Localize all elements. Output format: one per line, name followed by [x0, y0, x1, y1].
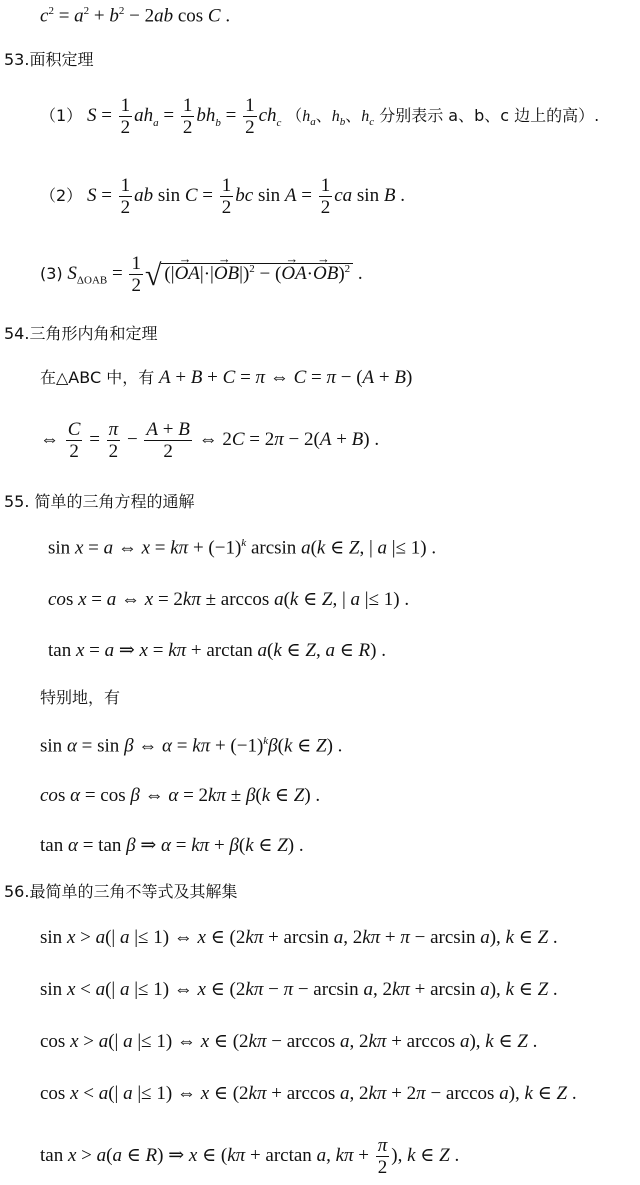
section-55-title: 55. 简单的三角方程的通解 — [4, 492, 195, 511]
formula-angle-sum: 在△ABC 中，有 A + B + C = π ⇔ C = π − (A + B) — [40, 367, 413, 388]
formula-angle-half: ⇔ $\frac{C}{2}$ = $\frac{\pi}{2}$ − $\frac{A + B}{2}$ ⇔ 2C = 2π − 2(A + B) . — [40, 419, 380, 462]
formula-cos-equation: cos x = a ⇔ x = 2kπ ± arccos a(k ∈ Z, | a |≤ 1) . — [48, 589, 410, 610]
formula-area-1-label: （1） — [40, 105, 83, 125]
formula-sin-equation: sin x = a ⇔ $x = k\pi + (-1)^k$ arcsin a(k ∈ Z, | a |≤ 1) . — [48, 537, 437, 559]
formula-cos-greater: cos x > a(| a |≤ 1) ⇔ x ∈ (2kπ − arccos a, 2kπ + arccos a), k ∈ Z . — [40, 1031, 538, 1052]
formula-area-1: （1） S = $\frac{1}{2}$ $ah_a$ = $\frac{1}{2}$ $bh_b$ = $\frac{1}{2}$ $ch_c$ （$h_a$、$h_b$、$h_c$ 分别表示 a、b、c 边上的高）. — [40, 95, 600, 138]
formula-sin-equal: sin α = sin β ⇔ $\alpha = k\pi + (-1)^k\beta(k$ ∈ Z) . — [40, 735, 343, 757]
formula-area-3: (3) $S_{\Delta OAB}$ = $\frac{1}{2}$ √ (|→ OA|·|→ OB|)$^2$ − (→ OA·→ OB)$^2$ . — [40, 254, 363, 295]
special-case-label: 特别地，有 — [40, 688, 121, 707]
formula-area-3-label: (3) — [40, 263, 63, 283]
section-54-title: 54.三角形内角和定理 — [4, 324, 158, 343]
formula-angle-sum-intro: 在△ABC 中，有 — [40, 368, 155, 387]
formula-sin-less: sin x < a(| a |≤ 1) ⇔ x ∈ (2kπ − π − arcsin a, 2kπ + arcsin a), k ∈ Z . — [40, 979, 558, 1000]
formula-tan-equation: tan x = a ⇒ x = kπ + arctan a(k ∈ Z, a ∈ R) . — [48, 640, 386, 661]
formula-area-3-subscript: ΔOAB — [76, 274, 108, 287]
formula-area-2-label: （2） — [40, 185, 83, 205]
formula-tan-greater: tan x > a(a ∈ R) ⇒ x ∈ (kπ + arctan a, kπ + $\frac{\pi}{2}$ ), k ∈ Z . — [40, 1135, 460, 1178]
section-56-title: 56.最简单的三角不等式及其解集 — [4, 882, 238, 901]
formula-area-2: （2） S = $\frac{1}{2}$ ab sin C = $\frac{1}{2}$ bc sin A = $\frac{1}{2}$ ca sin B . — [40, 175, 405, 218]
formula-law-of-cosines: $c^2 = a^2 + b^2 - 2ab$ cos C . — [40, 5, 231, 27]
formula-tan-equal: tan α = tan β ⇒ α = kπ + β(k ∈ Z) . — [40, 835, 304, 856]
formula-sin-greater: sin x > a(| a |≤ 1) ⇔ x ∈ (2kπ + arcsin a, 2kπ + π − arcsin a), k ∈ Z . — [40, 927, 558, 948]
formula-cos-less: cos x < a(| a |≤ 1) ⇔ x ∈ (2kπ + arccos a, 2kπ + 2π − arccos a), k ∈ Z . — [40, 1083, 577, 1104]
formula-cos-equal: cos α = cos β ⇔ α = 2kπ ± β(k ∈ Z) . — [40, 785, 321, 806]
section-53-title: 53.面积定理 — [4, 50, 94, 69]
formula-area-1-note: （$h_a$、$h_b$、$h_c$ 分别表示 a、b、c 边上的高）. — [286, 105, 600, 129]
